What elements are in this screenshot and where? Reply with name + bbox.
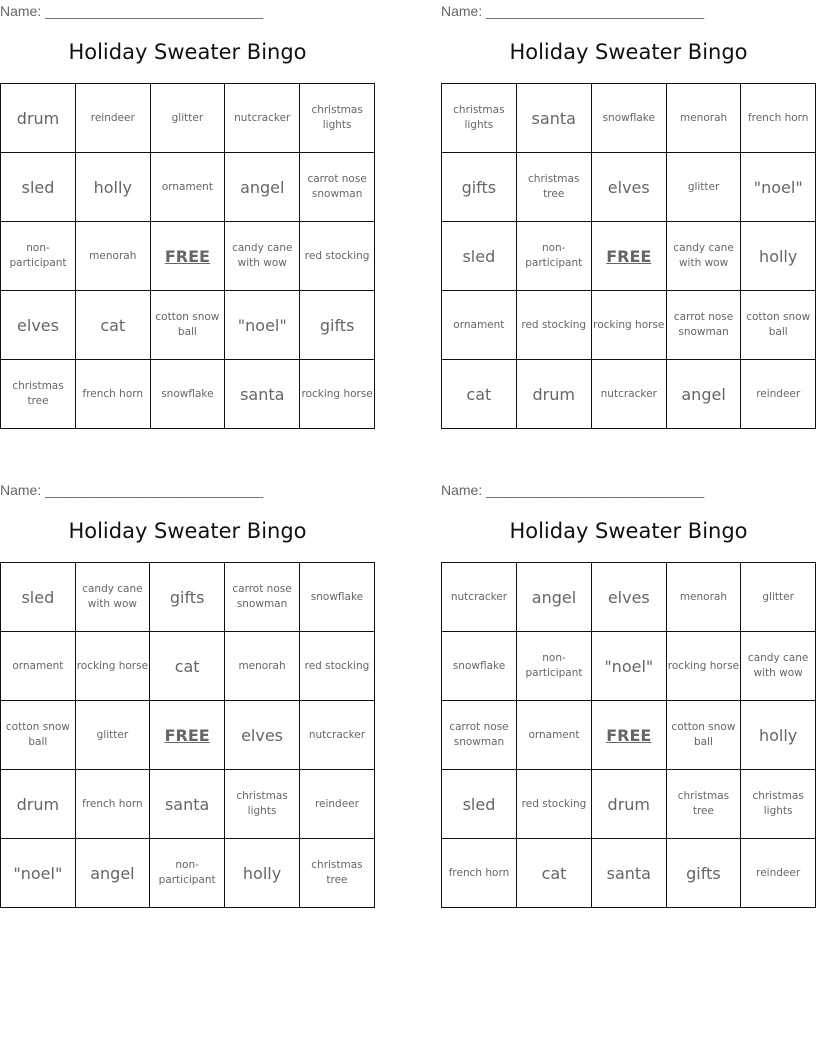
bingo-cell[interactable]: reindeer	[299, 770, 374, 839]
bingo-cell[interactable]: santa	[516, 84, 591, 153]
bingo-cell[interactable]: cat	[76, 291, 150, 360]
bingo-cell[interactable]: sled	[1, 153, 76, 222]
bingo-cell[interactable]: drum	[516, 360, 591, 429]
bingo-cell[interactable]: cotton snow ball	[741, 291, 816, 360]
bingo-cell[interactable]: carrot nose snowman	[666, 291, 741, 360]
bingo-cell[interactable]: christmas lights	[741, 770, 816, 839]
bingo-cell[interactable]: nutcracker	[225, 84, 300, 153]
bingo-cell[interactable]: rocking horse	[666, 632, 741, 701]
bingo-cell[interactable]: candy cane with wow	[75, 563, 149, 632]
bingo-cell[interactable]: french horn	[741, 84, 816, 153]
bingo-cell[interactable]: santa	[150, 770, 225, 839]
bingo-cell[interactable]: "noel"	[741, 153, 816, 222]
bingo-cell[interactable]: cotton snow ball	[150, 291, 225, 360]
bingo-cell[interactable]: holly	[741, 701, 816, 770]
bingo-cell[interactable]: snowflake	[299, 563, 374, 632]
bingo-cell[interactable]: carrot nose snowman	[225, 563, 300, 632]
bingo-cell[interactable]: reindeer	[741, 839, 816, 908]
bingo-cell[interactable]: carrot nose snowman	[442, 701, 517, 770]
bingo-cell[interactable]: gifts	[442, 153, 517, 222]
bingo-cell[interactable]: angel	[75, 839, 149, 908]
bingo-cell[interactable]: red stocking	[516, 291, 591, 360]
bingo-cell[interactable]: menorah	[76, 222, 150, 291]
bingo-cell[interactable]: non-participant	[150, 839, 225, 908]
bingo-cell[interactable]: angel	[225, 153, 300, 222]
bingo-cell[interactable]: gifts	[150, 563, 225, 632]
bingo-cell[interactable]: drum	[592, 770, 667, 839]
bingo-cell[interactable]: santa	[592, 839, 667, 908]
bingo-cell[interactable]: nutcracker	[591, 360, 666, 429]
bingo-cell[interactable]: cat	[516, 839, 591, 908]
free-space[interactable]: FREE	[150, 222, 225, 291]
bingo-cell[interactable]: holly	[76, 153, 150, 222]
bingo-cell[interactable]: carrot nose snowman	[300, 153, 375, 222]
bingo-cell[interactable]: glitter	[75, 701, 149, 770]
bingo-cell[interactable]: candy cane with wow	[741, 632, 816, 701]
bingo-cell[interactable]: candy cane with wow	[225, 222, 300, 291]
bingo-cell[interactable]: santa	[225, 360, 300, 429]
bingo-cell[interactable]: glitter	[666, 153, 741, 222]
bingo-cell[interactable]: rocking horse	[75, 632, 149, 701]
name-field[interactable]: Name: ____________________________	[441, 482, 705, 498]
bingo-cell[interactable]: angel	[516, 563, 591, 632]
bingo-cell[interactable]: drum	[1, 770, 76, 839]
bingo-cell[interactable]: ornament	[150, 153, 225, 222]
bingo-cell[interactable]: candy cane with wow	[666, 222, 741, 291]
bingo-cell[interactable]: snowflake	[591, 84, 666, 153]
bingo-cell[interactable]: sled	[1, 563, 76, 632]
bingo-cell[interactable]: "noel"	[225, 291, 300, 360]
bingo-cell[interactable]: christmas tree	[299, 839, 374, 908]
bingo-cell[interactable]: christmas lights	[225, 770, 300, 839]
bingo-cell[interactable]: non-participant	[1, 222, 76, 291]
card-title: Holiday Sweater Bingo	[68, 519, 307, 543]
bingo-cell[interactable]: elves	[592, 563, 667, 632]
free-space[interactable]: FREE	[592, 701, 667, 770]
bingo-grid	[441, 562, 816, 908]
bingo-cell[interactable]: ornament	[442, 291, 517, 360]
bingo-cell[interactable]: snowflake	[150, 360, 225, 429]
bingo-cell[interactable]: french horn	[442, 839, 517, 908]
name-field[interactable]: Name: ____________________________	[0, 482, 264, 498]
bingo-cell[interactable]: holly	[225, 839, 300, 908]
bingo-cell[interactable]: menorah	[666, 84, 741, 153]
bingo-cell[interactable]: christmas lights	[300, 84, 375, 153]
bingo-cell[interactable]: drum	[1, 84, 76, 153]
bingo-cell[interactable]: menorah	[666, 563, 741, 632]
bingo-cell[interactable]: christmas tree	[516, 153, 591, 222]
bingo-cell[interactable]: cotton snow ball	[666, 701, 741, 770]
bingo-cell[interactable]: french horn	[76, 360, 150, 429]
bingo-cell[interactable]: nutcracker	[442, 563, 517, 632]
bingo-cell[interactable]: menorah	[225, 632, 300, 701]
bingo-cell[interactable]: rocking horse	[300, 360, 375, 429]
bingo-cell[interactable]: holly	[741, 222, 816, 291]
bingo-cell[interactable]: glitter	[741, 563, 816, 632]
bingo-cell[interactable]: elves	[591, 153, 666, 222]
bingo-cell[interactable]: christmas tree	[666, 770, 741, 839]
bingo-cell[interactable]: nutcracker	[299, 701, 374, 770]
bingo-grid	[0, 562, 375, 908]
bingo-cell[interactable]: cat	[150, 632, 225, 701]
bingo-cell[interactable]: french horn	[75, 770, 149, 839]
bingo-cell[interactable]: snowflake	[442, 632, 517, 701]
bingo-cell[interactable]: red stocking	[516, 770, 591, 839]
bingo-cell[interactable]: ornament	[1, 632, 76, 701]
bingo-cell[interactable]: elves	[1, 291, 76, 360]
bingo-cell[interactable]: reindeer	[76, 84, 150, 153]
bingo-cell[interactable]: "noel"	[1, 839, 76, 908]
bingo-grid	[441, 83, 816, 429]
bingo-cell[interactable]: reindeer	[741, 360, 816, 429]
bingo-cell[interactable]: non-participant	[516, 632, 591, 701]
bingo-cell[interactable]: non-participant	[516, 222, 591, 291]
bingo-cell[interactable]: christmas tree	[1, 360, 76, 429]
card-title: Holiday Sweater Bingo	[509, 519, 748, 543]
bingo-cell[interactable]: ornament	[516, 701, 591, 770]
bingo-cell[interactable]: "noel"	[592, 632, 667, 701]
bingo-cell[interactable]: rocking horse	[591, 291, 666, 360]
bingo-cell[interactable]: cotton snow ball	[1, 701, 76, 770]
bingo-cell[interactable]: gifts	[300, 291, 375, 360]
free-space[interactable]: FREE	[150, 701, 225, 770]
bingo-cell[interactable]: elves	[225, 701, 300, 770]
bingo-cell[interactable]: red stocking	[299, 632, 374, 701]
free-space[interactable]: FREE	[591, 222, 666, 291]
bingo-cell[interactable]: sled	[442, 770, 517, 839]
bingo-cell[interactable]: christmas lights	[442, 84, 517, 153]
bingo-cell[interactable]: angel	[666, 360, 741, 429]
name-field[interactable]: Name: ____________________________	[0, 3, 264, 19]
bingo-cell[interactable]: red stocking	[300, 222, 375, 291]
bingo-cell[interactable]: glitter	[150, 84, 225, 153]
bingo-grid	[0, 83, 375, 429]
card-title: Holiday Sweater Bingo	[509, 40, 748, 64]
name-field[interactable]: Name: ____________________________	[441, 3, 705, 19]
card-title: Holiday Sweater Bingo	[68, 40, 307, 64]
bingo-cell[interactable]: cat	[442, 360, 517, 429]
bingo-cell[interactable]: gifts	[666, 839, 741, 908]
bingo-cell[interactable]: sled	[442, 222, 517, 291]
